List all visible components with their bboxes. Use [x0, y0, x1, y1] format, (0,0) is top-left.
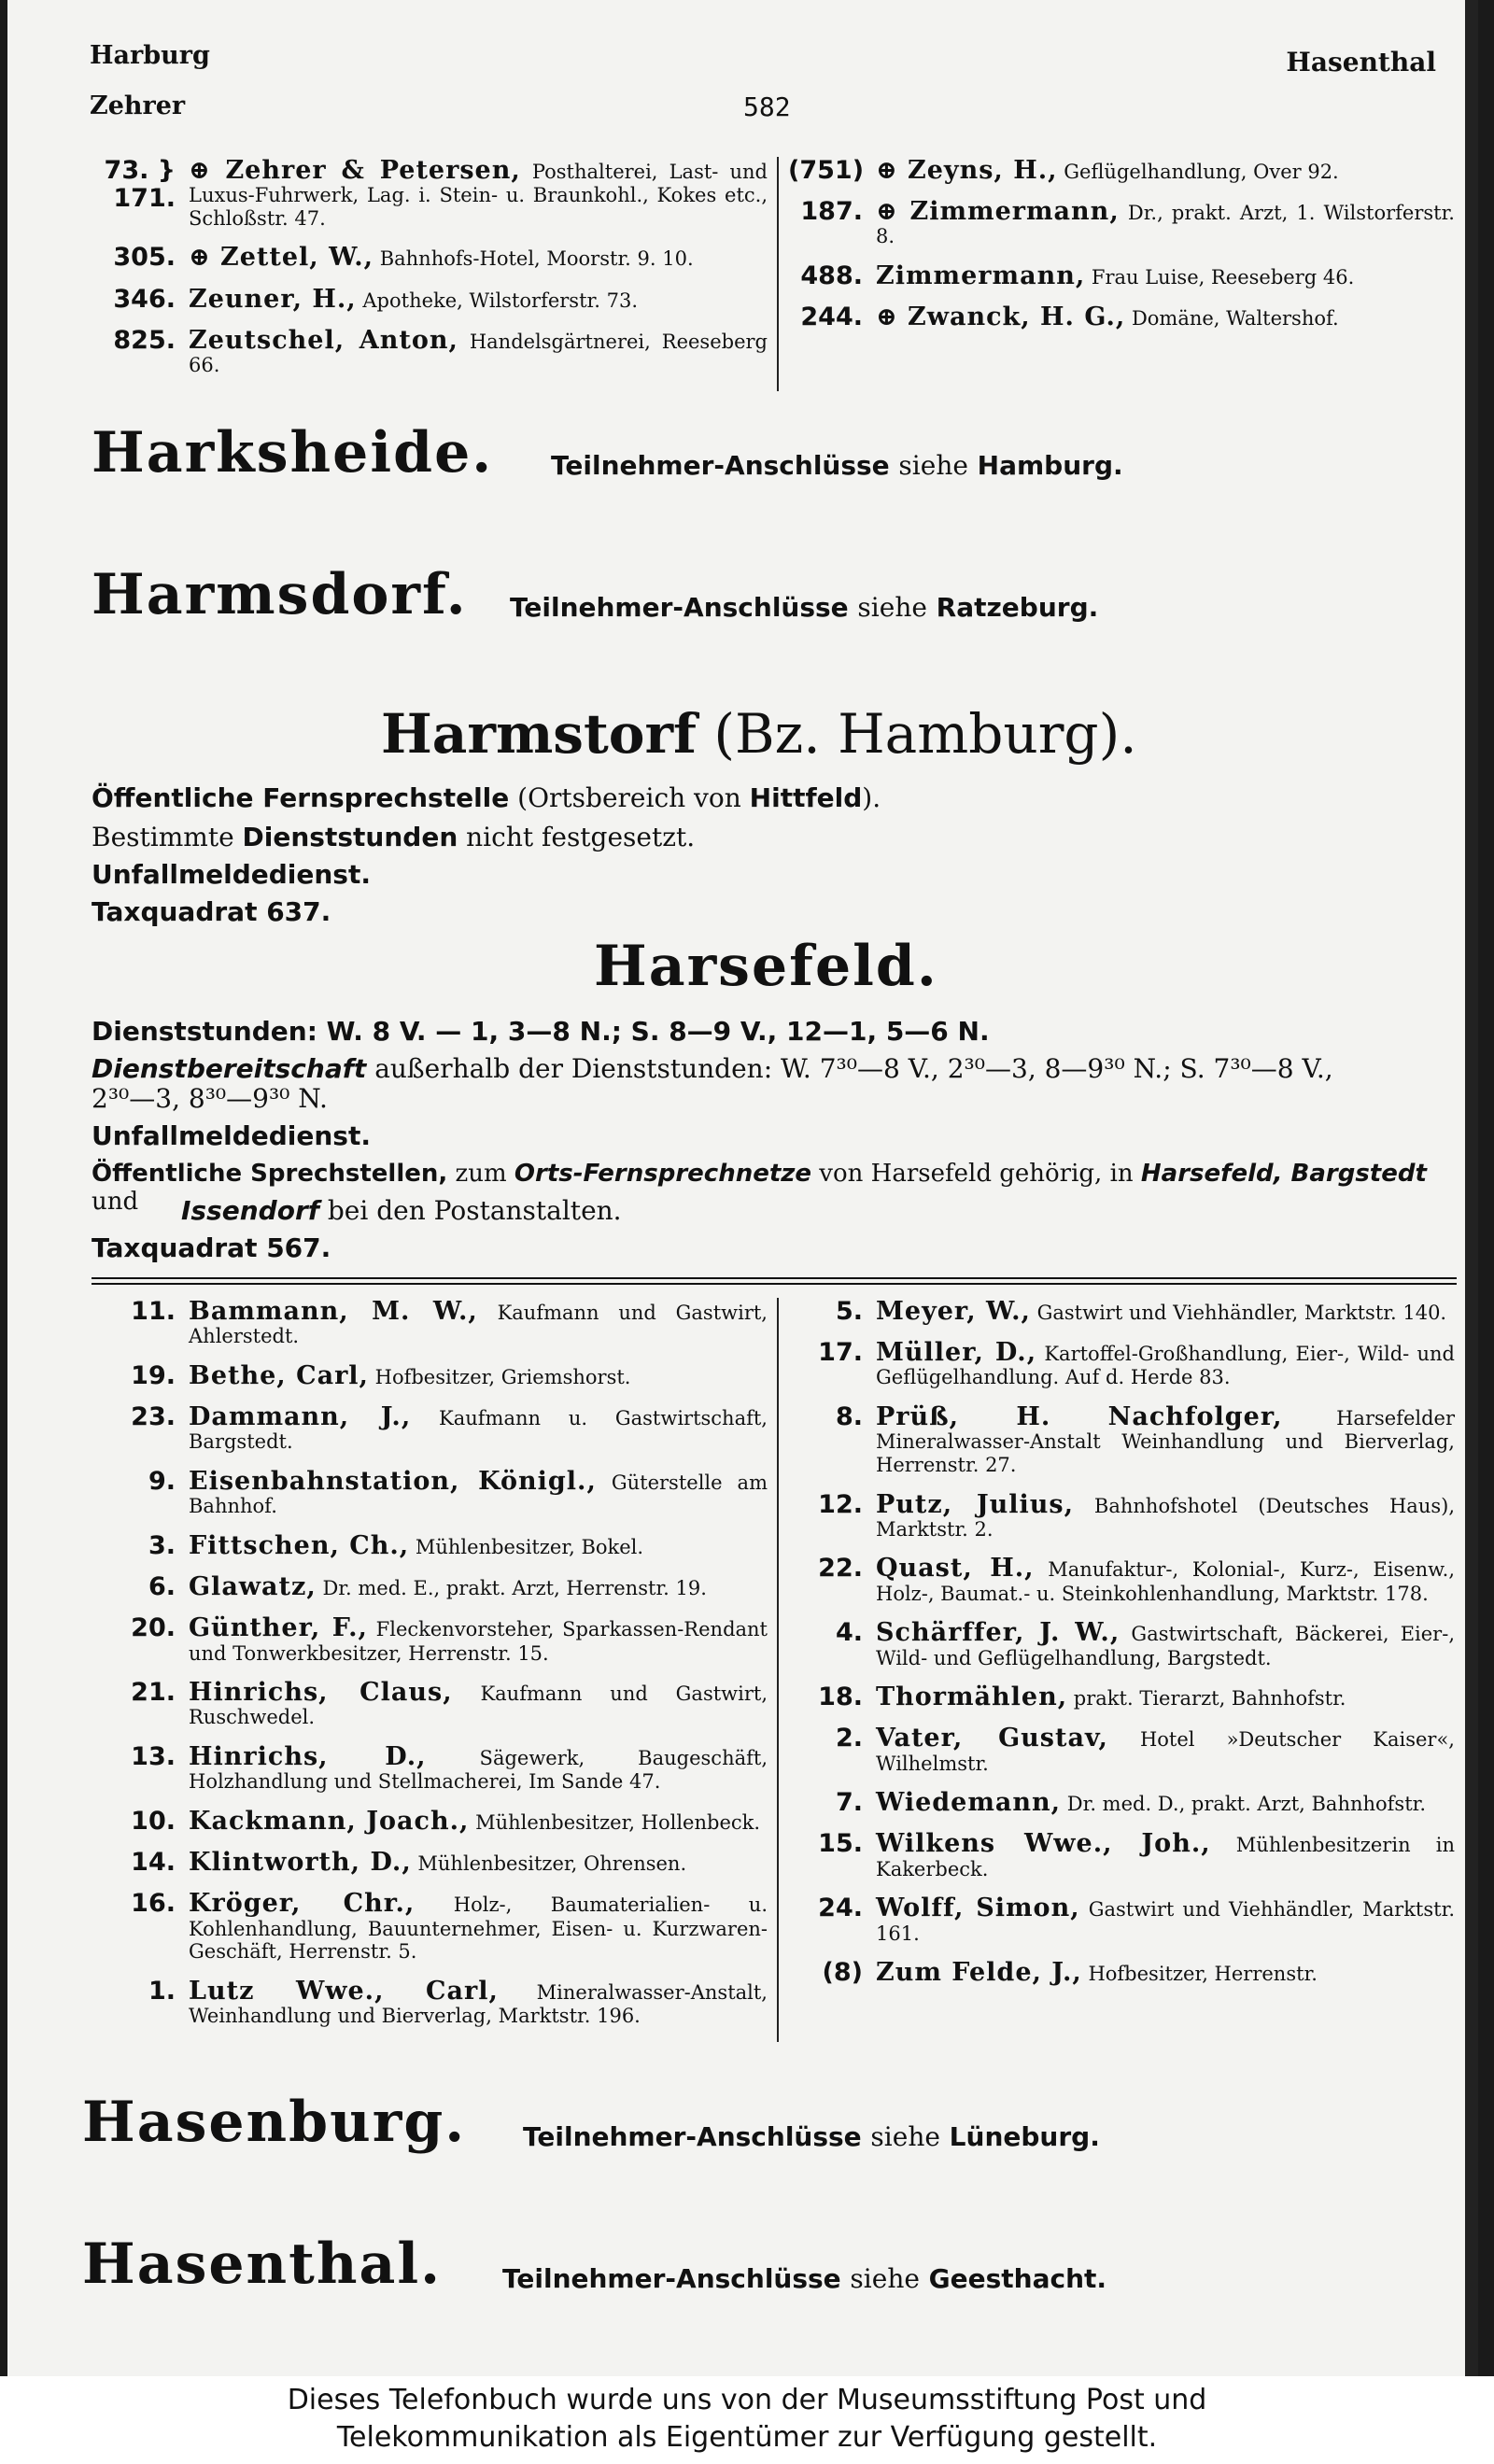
subscriber-number: 20.: [131, 1613, 176, 1643]
subscriber-number: 11.: [131, 1297, 176, 1326]
text: Bestimmte: [92, 822, 243, 852]
subscriber-number: 8.: [835, 1402, 863, 1432]
entry-text: [189, 244, 768, 272]
subscriber-name: Zeuner, H.,: [189, 284, 357, 314]
see-target: Ratzeburg.: [926, 592, 1099, 623]
zehrer-left-column: [92, 157, 779, 391]
subscriber-details: Harsefelder Mineralwasser-Anstalt Weinhandlung und Bierverlag, Herrenstr. 27.: [876, 1407, 1456, 1476]
subscriber-name: Quast, H.,: [876, 1554, 1035, 1584]
subscriber-number: 305.: [113, 243, 176, 273]
heading-harmsdorf: Harmsdorf.: [92, 562, 468, 627]
subscriber-number: 23.: [131, 1402, 176, 1432]
harsefeld-hours: Dienststunden: W. 8 V. — 1, 3—8 N.; S. 8—9 V., 12—1, 5—6 N.: [92, 1016, 990, 1047]
entry-text: [189, 1403, 768, 1455]
text: und: [92, 1188, 139, 1216]
list-item: [788, 1894, 1455, 1946]
entry-text: [876, 1555, 1455, 1606]
heading-harmstorf: [381, 702, 1137, 766]
entry-text: [876, 262, 1455, 290]
list-item: [101, 1362, 768, 1390]
list-item: [788, 1555, 1455, 1606]
subscriber-number: 17.: [818, 1338, 863, 1368]
see-prefix: Teilnehmer-Anschlüsse: [510, 592, 858, 623]
text: Öffentliche Fernsprechstelle: [92, 782, 510, 813]
subscriber-number: 16.: [131, 1889, 176, 1919]
subscriber-number: 488.: [800, 261, 863, 291]
subscriber-number: (8): [822, 1958, 863, 1988]
see-prefix: Teilnehmer-Anschlüsse: [502, 2263, 851, 2294]
subscriber-name: ⊕ Zeyns, H.,: [876, 156, 1058, 185]
subscriber-number: 19.: [131, 1360, 176, 1390]
subscriber-number: 187.: [800, 197, 863, 227]
list-item: [788, 1789, 1455, 1817]
subscriber-number: 6.: [148, 1572, 176, 1602]
subscriber-number: 12.: [818, 1489, 863, 1519]
subscriber-number: 1.: [148, 1976, 176, 2006]
subscriber-name: Lutz Wwe., Carl,: [189, 1976, 499, 2006]
subscriber-name: Prüß, H. Nachfolger,: [876, 1402, 1283, 1432]
list-item: [101, 1468, 768, 1519]
list-item: [101, 1890, 768, 1964]
subscriber-details: Manufaktur-, Kolonial-, Kurz-, Eisenw., Holz-, Baumat.- u. Steinkohlenhandlung, Marktstr. 178.: [876, 1558, 1455, 1605]
entry-text: [876, 1830, 1455, 1881]
subscriber-details: Geflügelhandlung, Over 92.: [1057, 161, 1339, 183]
directory-page: [7, 0, 1478, 2376]
zehrer-entries: [92, 157, 1464, 391]
entry-text: [876, 1619, 1455, 1670]
heading-harsefeld: Harsefeld.: [594, 934, 938, 999]
list-item: [788, 262, 1455, 290]
subscriber-number: 5.: [835, 1297, 863, 1326]
entry-text: [189, 1808, 768, 1836]
see-prefix: Teilnehmer-Anschlüsse: [523, 2121, 871, 2152]
heading-harksheide: Harksheide.: [92, 420, 494, 486]
list-item: [101, 1808, 768, 1836]
list-item: [788, 1298, 1455, 1326]
see-target: Lüneburg.: [939, 2121, 1100, 2152]
list-item: [788, 1683, 1455, 1711]
subscriber-number: 13.: [131, 1742, 176, 1771]
entry-text: [189, 327, 768, 378]
heading-hasenburg: Hasenburg.: [82, 2090, 467, 2155]
page-edge-shadow: [1465, 0, 1478, 2376]
subscriber-details: prakt. Tierarzt, Bahnhofstr.: [1067, 1687, 1346, 1711]
list-item: [788, 303, 1455, 331]
entry-text: [876, 1725, 1455, 1776]
subscriber-details: Fleckenvorsteher, Sparkassen-Rendant und Tonwerkbesitzer, Herrenstr. 15.: [189, 1618, 768, 1665]
harmstorf-line3: Unfallmeldedienst.: [92, 859, 371, 890]
subscriber-details: Domäne, Waltershof.: [1125, 307, 1339, 331]
list-item: [101, 1573, 768, 1601]
see-word: siehe: [870, 2121, 940, 2152]
list-item: [788, 198, 1455, 249]
text: nicht festgesetzt.: [458, 822, 696, 852]
text: (Ortsbereich von: [509, 782, 750, 813]
see-word: siehe: [857, 592, 927, 623]
subscriber-number: 9.: [148, 1466, 176, 1496]
see-word: siehe: [898, 450, 968, 481]
running-header: [90, 37, 1436, 121]
subscriber-details: Gastwirt und Viehhändler, Marktstr. 161.: [876, 1898, 1455, 1945]
text: ).: [862, 782, 881, 813]
subscriber-number: 18.: [818, 1683, 863, 1712]
harmstorf-line2: [92, 822, 1455, 852]
harsefeld-standby: [92, 1053, 1455, 1084]
subscriber-details: Bahnhofs-Hotel, Moorstr. 9. 10.: [374, 247, 694, 271]
text: Harsefeld, Bargstedt: [1140, 1160, 1427, 1188]
subscriber-name: Vater, Gustav,: [876, 1724, 1108, 1753]
text: außerhalb der Dienststunden: W. 7³⁰—8 V., 2³⁰—3, 8—9³⁰ N.; S. 7³⁰—8 V.,: [366, 1053, 1333, 1084]
subscriber-details: Mühlenbesitzer, Hollenbeck.: [469, 1810, 761, 1834]
footer-line-1: Dieses Telefonbuch wurde uns von der Museumsstiftung Post und: [287, 2384, 1207, 2416]
hasenburg-reference: [523, 2121, 1100, 2152]
subscriber-details: Bahnhofshotel (Deutsches Haus), Marktstr. 2.: [876, 1494, 1455, 1541]
subscriber-name: Zeutschel, Anton,: [189, 325, 458, 355]
subscriber-number: 2.: [835, 1724, 863, 1753]
subscriber-name: Wiedemann,: [876, 1788, 1062, 1818]
subscriber-details: Frau Luise, Reeseberg 46.: [1085, 266, 1355, 289]
subscriber-details: Dr. med. D., prakt. Arzt, Bahnhofstr.: [1061, 1793, 1427, 1816]
subscriber-name: Eisenbahnstation, Königl.,: [189, 1466, 597, 1496]
subscriber-details: Kartoffel-Großhandlung, Eier-, Wild- und Geflügelhandlung. Auf d. Herde 83.: [876, 1343, 1455, 1389]
entry-text: [189, 1468, 768, 1519]
harsefeld-taxquadrat: Taxquadrat 567.: [92, 1232, 331, 1263]
list-item: [788, 1403, 1455, 1477]
header-left-top: Harburg: [90, 41, 210, 70]
list-item: [101, 1743, 768, 1795]
list-item: [101, 1978, 768, 2029]
list-item: [788, 1491, 1455, 1542]
harsefeld-accident: Unfallmeldedienst.: [92, 1120, 371, 1151]
zehrer-right-column: [779, 157, 1464, 391]
subscriber-number: 7.: [835, 1788, 863, 1818]
subscriber-details: Dr. med. E., prakt. Arzt, Herrenstr. 19.: [316, 1577, 707, 1600]
divider-rule: [92, 1283, 1457, 1285]
harksheide-reference: [551, 450, 1123, 481]
subscriber-name: Bethe, Carl,: [189, 1360, 369, 1390]
subscriber-name: Wolff, Simon,: [876, 1894, 1080, 1923]
harsefeld-right-column: [779, 1298, 1464, 2042]
header-left-bottom: Zehrer: [90, 92, 186, 120]
subscriber-details: Apotheke, Wilstorferstr. 73.: [356, 289, 639, 312]
entry-text: [876, 303, 1455, 331]
subscriber-details: Gastwirtschaft, Bäckerei, Eier-, Wild- und Geflügelhandlung, Bargstedt.: [876, 1623, 1455, 1669]
entry-text: [876, 157, 1455, 185]
subscriber-name: ⊕ Zimmermann,: [876, 197, 1120, 227]
entry-text: [876, 1894, 1455, 1946]
harmstorf-subtitle: (Bz. Hamburg).: [696, 702, 1137, 766]
attribution-footer: [0, 2376, 1494, 2464]
entry-text: [189, 1679, 768, 1730]
see-word: siehe: [850, 2263, 920, 2294]
list-item: [101, 1614, 768, 1666]
subscriber-details: Sägewerk, Baugeschäft, Holzhandlung und Stellmacherei, Im Sande 47.: [189, 1747, 768, 1794]
subscriber-details: Dr., prakt. Arzt, 1. Wilstorferstr. 8.: [876, 202, 1455, 248]
heading-hasenthal: Hasenthal.: [82, 2232, 443, 2297]
subscriber-number: 73. } 171.: [104, 156, 176, 214]
subscriber-number: 346.: [113, 284, 176, 314]
entry-text: [876, 1339, 1455, 1390]
harmstorf-title: Harmstorf: [381, 702, 697, 766]
harsefeld-left-column: [92, 1298, 779, 2042]
entry-text: [876, 1789, 1455, 1817]
list-item: [101, 244, 768, 272]
list-item: [788, 157, 1455, 185]
subscriber-number: 15.: [818, 1829, 863, 1859]
list-item: [101, 327, 768, 378]
list-item: [101, 1679, 768, 1730]
subscriber-details: Mühlenbesitzer, Bokel.: [409, 1535, 644, 1558]
entry-text: [189, 157, 768, 231]
entry-text: [189, 1532, 768, 1560]
list-item: [788, 1830, 1455, 1881]
entry-text: [189, 1743, 768, 1795]
subscriber-details: Mühlenbesitzer, Ohrensen.: [411, 1852, 687, 1876]
list-item: [101, 1403, 768, 1455]
harsefeld-public-stations-cont: [92, 1195, 1455, 1226]
subscriber-number: 14.: [131, 1848, 176, 1878]
subscriber-name: Hinrichs, Claus,: [189, 1678, 453, 1708]
entry-text: [189, 1298, 768, 1349]
subscriber-details: Hofbesitzer, Griemshorst.: [368, 1365, 631, 1388]
hasenthal-reference: [502, 2263, 1106, 2294]
text: Öffentliche Sprechstellen,: [92, 1160, 448, 1188]
entry-text: [876, 1491, 1455, 1542]
entry-text: [189, 1573, 768, 1601]
harsefeld-standby-cont: 2³⁰—3, 8³⁰—9³⁰ N.: [92, 1083, 328, 1114]
subscriber-name: Schärffer, J. W.,: [876, 1618, 1120, 1648]
harmsdorf-reference: [510, 592, 1098, 623]
text: zum: [447, 1160, 514, 1188]
subscriber-name: Klintworth, D.,: [189, 1848, 412, 1878]
subscriber-details: Kaufmann und Gastwirt, Ahlerstedt.: [189, 1302, 768, 1348]
entry-text: [189, 1362, 768, 1390]
subscriber-number: (751): [788, 156, 865, 185]
entry-text: [189, 1849, 768, 1877]
subscriber-name: Fittschen, Ch.,: [189, 1530, 410, 1560]
subscriber-details: Gastwirt und Viehhändler, Marktstr. 140.: [1030, 1302, 1447, 1324]
subscriber-name: Glawatz,: [189, 1572, 317, 1602]
subscriber-name: Zum Felde, J.,: [876, 1958, 1082, 1988]
see-prefix: Teilnehmer-Anschlüsse: [551, 450, 899, 481]
subscriber-details: Mühlenbesitzerin in Kakerbeck.: [876, 1834, 1455, 1880]
subscriber-details: Kaufmann und Gastwirt, Ruschwedel.: [189, 1683, 768, 1729]
subscriber-details: Mineralwasser-Anstalt, Weinhandlung und Bierverlag, Marktstr. 196.: [189, 1980, 768, 2028]
subscriber-details: Hofbesitzer, Herrenstr.: [1081, 1963, 1318, 1986]
see-target: Geesthacht.: [919, 2263, 1107, 2294]
text: Issendorf: [181, 1195, 319, 1226]
entry-text: [876, 198, 1455, 249]
subscriber-name: ⊕ Zehrer & Petersen,: [189, 156, 521, 185]
subscriber-number: 244.: [800, 303, 863, 332]
subscriber-name: Bammann, M. W.,: [189, 1297, 478, 1326]
subscriber-details: Holz-, Baumaterialien- u. Kohlenhandlung, Bauunternehmer, Eisen- u. Kurzwaren-Geschäft, Herrenstr. 5.: [189, 1894, 768, 1964]
subscriber-number: 825.: [113, 325, 176, 355]
list-item: [788, 1725, 1455, 1776]
subscriber-name: Zimmermann,: [876, 261, 1086, 291]
text: Orts-Fernsprechnetze: [514, 1160, 812, 1188]
subscriber-number: 22.: [818, 1554, 863, 1584]
subscriber-name: Müller, D.,: [876, 1338, 1037, 1368]
subscriber-name: Meyer, W.,: [876, 1297, 1031, 1326]
list-item: [101, 157, 768, 231]
list-item: [788, 1959, 1455, 1987]
see-target: Hamburg.: [967, 450, 1123, 481]
list-item: [788, 1339, 1455, 1390]
subscriber-name: Putz, Julius,: [876, 1489, 1074, 1519]
text: Dienststunden: [242, 822, 458, 852]
harsefeld-entries: [92, 1298, 1464, 2042]
subscriber-name: ⊕ Zettel, W.,: [189, 243, 374, 273]
divider-rule: [92, 1277, 1457, 1279]
subscriber-number: 24.: [818, 1894, 863, 1923]
subscriber-number: 3.: [148, 1530, 176, 1560]
subscriber-number: 4.: [835, 1618, 863, 1648]
entry-text: [876, 1403, 1455, 1477]
subscriber-details: Posthalterei, Last- und Luxus-Fuhrwerk, Lag. i. Stein- u. Braunkohl., Kokes etc., Schloßstr. 47.: [189, 161, 768, 230]
list-item: [101, 1849, 768, 1877]
list-item: [101, 286, 768, 314]
text: bei den Postanstalten.: [318, 1195, 622, 1226]
subscriber-name: ⊕ Zwanck, H. G.,: [876, 303, 1126, 332]
header-right-top: Hasenthal: [1286, 47, 1436, 77]
subscriber-details: Hotel »Deutscher Kaiser«, Wilhelmstr.: [876, 1728, 1455, 1775]
subscriber-name: Hinrichs, D.,: [189, 1742, 427, 1771]
entry-text: [189, 1614, 768, 1666]
entry-text: [189, 1890, 768, 1964]
harmstorf-line1: [92, 782, 1455, 813]
harmstorf-line4: Taxquadrat 637.: [92, 896, 331, 927]
subscriber-name: Wilkens Wwe., Joh.,: [876, 1829, 1211, 1859]
text: von Harsefeld gehörig, in: [811, 1160, 1141, 1188]
entry-text: [189, 1978, 768, 2029]
entry-text: [189, 286, 768, 314]
entry-text: [876, 1683, 1455, 1711]
list-item: [101, 1298, 768, 1349]
text: Hittfeld: [749, 782, 863, 813]
entry-text: [876, 1959, 1455, 1987]
list-item: [101, 1532, 768, 1560]
subscriber-name: Dammann, J.,: [189, 1402, 412, 1432]
list-item: [788, 1619, 1455, 1670]
subscriber-number: 10.: [131, 1806, 176, 1836]
footer-line-2: Telekommunikation als Eigentümer zur Verfügung gestellt.: [336, 2421, 1158, 2454]
subscriber-details: Handelsgärtnerei, Reeseberg 66.: [189, 330, 768, 377]
text: Dienstbereitschaft: [92, 1053, 367, 1084]
subscriber-details: Güterstelle am Bahnhof.: [189, 1471, 768, 1518]
subscriber-name: Thormählen,: [876, 1683, 1068, 1712]
entry-text: [876, 1298, 1455, 1326]
subscriber-name: Kröger, Chr.,: [189, 1889, 416, 1919]
subscriber-name: Günther, F.,: [189, 1613, 368, 1643]
subscriber-name: Kackmann, Joach.,: [189, 1806, 470, 1836]
page-number: 582: [743, 92, 791, 122]
subscriber-number: 21.: [131, 1678, 176, 1708]
subscriber-details: Kaufmann u. Gastwirtschaft, Bargstedt.: [189, 1407, 768, 1454]
